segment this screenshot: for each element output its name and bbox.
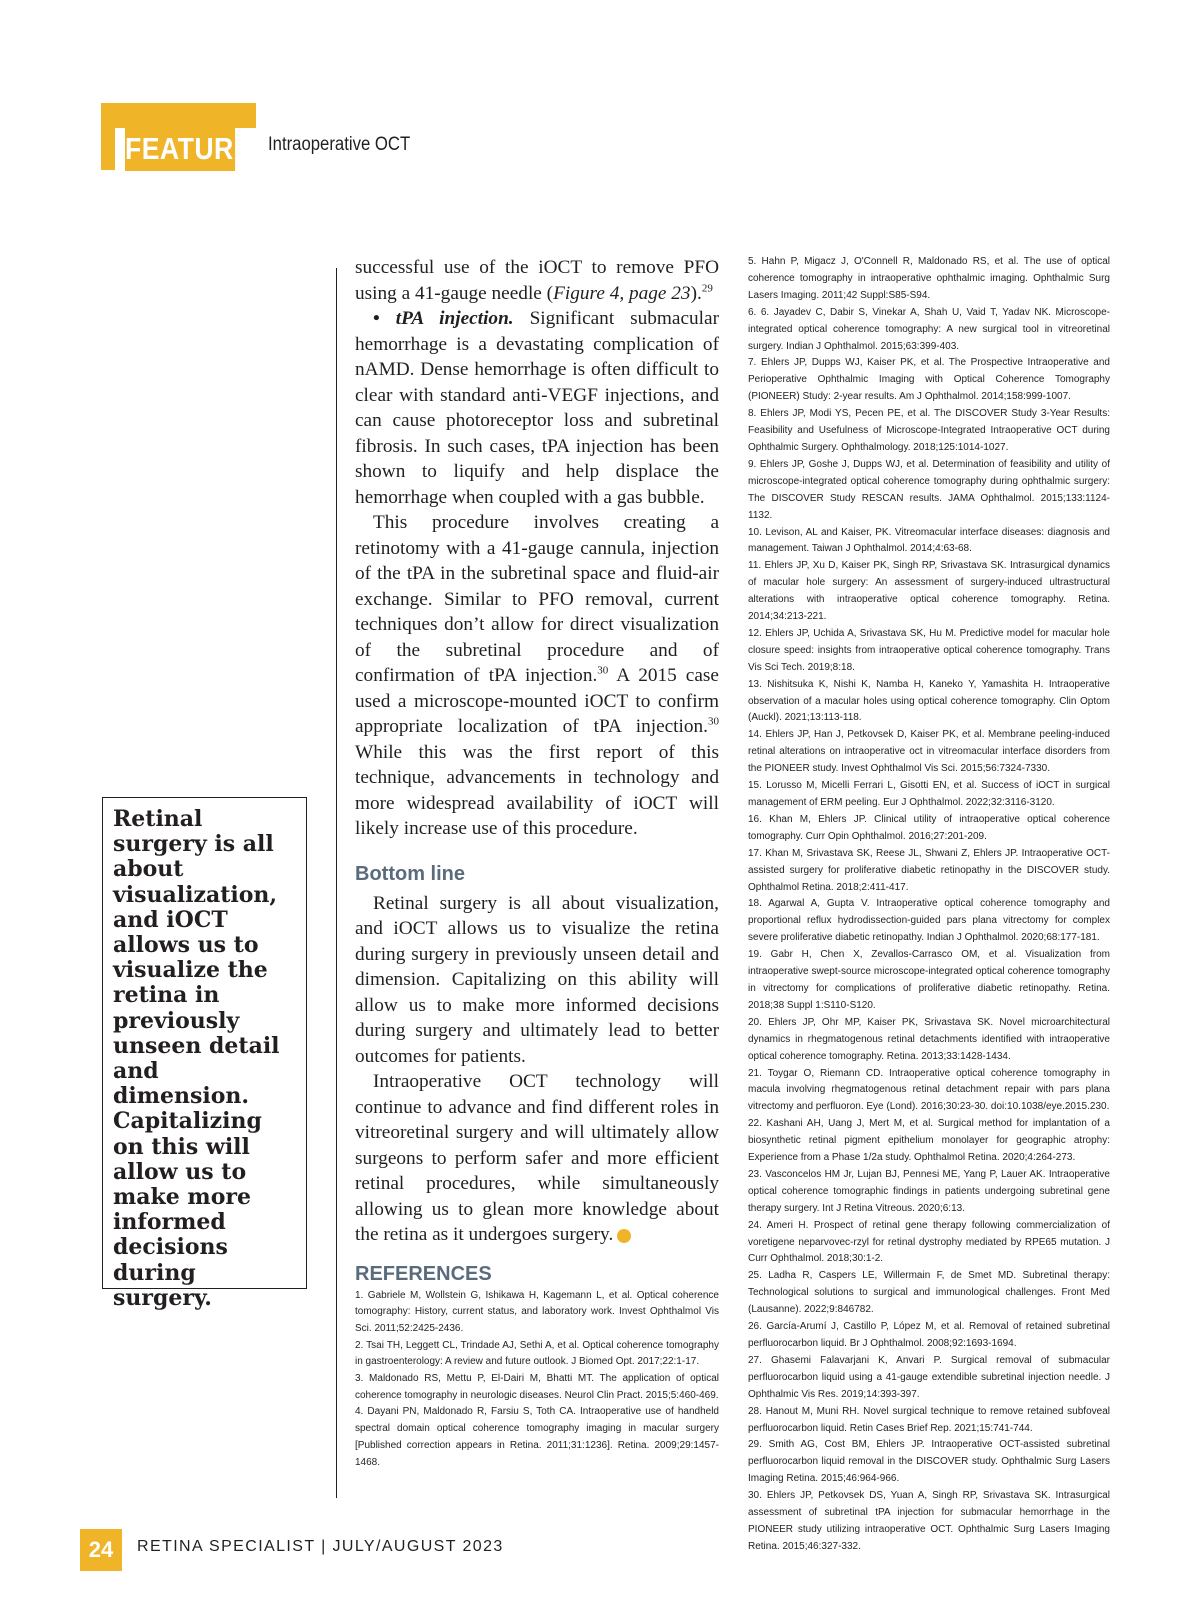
reference-item: 20. Ehlers JP, Ohr MP, Kaiser PK, Srivastava SK. Novel microarchitectural dynamics in rhegmatogenous retinal detachments identified with intraoperative optical coherence tomography. Retina. 2013;33:1428-1434. bbox=[748, 1016, 1110, 1062]
reference-item: 28. Hanout M, Muni RH. Novel surgical technique to remove retained subfoveal perfluorocarbon liquid. Retin Cases Brief Rep. 2021;15:741-744. bbox=[748, 1405, 1110, 1434]
section-title: Intraoperative OCT bbox=[268, 134, 411, 155]
publication-footer: RETINA SPECIALIST | JULY/AUGUST 2023 bbox=[137, 1538, 504, 1555]
reference-item: 6. 6. Jayadev C, Dabir S, Vinekar A, Shah U, Vaid T, Yadav NK. Microscope-integrated optical coherence tomography: A new surgical tool in vitreoretinal surgery. Indian J Ophthalmol. 2015;63:399-403. bbox=[748, 306, 1110, 352]
reference-item: 15. Lorusso M, Micelli Ferrari L, Gisotti EN, et al. Success of iOCT in surgical management of ERM peeling. Eur J Ophthalmol. 2022;32:3116-3120. bbox=[748, 780, 1110, 808]
reference-item: 9. Ehlers JP, Goshe J, Dupps WJ, et al. Determination of feasibility and utility of microscope-integrated optical coherence tomography during ophthalmic surgery: The DISCOVER Study RESCAN results. JAMA Ophthalmol. 2015;133:1124-1132. bbox=[748, 458, 1110, 521]
reference-item: 27. Ghasemi Falavarjani K, Anvari P. Surgical removal of submacular perfluorocarbon liquid using a 41-gauge extendible subretinal injection needle. J Ophthalmic Vis Res. 2019;14:393-397. bbox=[748, 1354, 1110, 1400]
paragraph: successful use of the iOCT to remove PFO using a 41-gauge needle (Figure 4, page 23).$^{29}$ bbox=[355, 257, 719, 304]
reference-item: 17. Khan M, Srivastava SK, Reese JL, Shwani Z, Ehlers JP. Intraoperative OCT-assisted surgery for proliferative diabetic retinopathy in the DISCOVER study. Ophthalmol Retina. 2018;2:411-417. bbox=[748, 847, 1110, 893]
column-divider bbox=[336, 268, 337, 1498]
references-heading: REFERENCES bbox=[355, 1262, 492, 1285]
paragraph: • tPA injection. Significant submacular hemorrhage is a devastating complication of nAMD. Dense hemorrhage is often difficult to clear with standard anti-VEGF injections, and can cause photoreceptor loss and subretinal fibrosis. In such cases, tPA injection has been shown to liquify and help displace the hemorrhage when coupled with a gas bubble. bbox=[355, 308, 719, 508]
pull-quote: Retinal surgery is all about visualization, and iOCT allows us to visualize the retina in previously unseen detail and dimension. Capitalizing on this will allow us to make more informed decisions during surgery. bbox=[102, 797, 307, 1289]
reference-list bbox=[355, 1288, 719, 1472]
subheading: Bottom line bbox=[355, 862, 465, 885]
reference-item: 19. Gabr H, Chen X, Zevallos-Carrasco OM, et al. Visualization from intraoperative swept-source microscope-integrated optical coherence tomography in vitrectomy for complications of proliferative diabetic retinopathy. Retina. 2018;38 Suppl 1:S110-S120. bbox=[748, 949, 1110, 1011]
bullet: • bbox=[373, 308, 380, 329]
bullet-lead: tPA injection. bbox=[395, 308, 514, 329]
end-of-article-icon bbox=[617, 1229, 631, 1243]
reference-item: 24. Ameri H. Prospect of retinal gene therapy following commercialization of voretigene neparvovec-rzyl for retinal dystrophy mediated by RPE65 mutation. J Curr Ophthalmol. 2018;30:1-2. bbox=[748, 1219, 1110, 1265]
paragraph: Intraoperative OCT technology will continue to advance and find different roles in vitreoretinal surgery and will ultimately allow surgeons to perform safer and more efficient retinal procedures, while simultaneously allowing us to glean more knowledge about the retina as it undergoes surgery. bbox=[355, 1071, 719, 1245]
reference-item: 21. Toygar O, Riemann CD. Intraoperative optical coherence tomography in macula involving rhegmatogenous retinal detachment repair with pars plana vitrectomy and perfluoron. Eye (Lond). 2016;30:23-30. doi:10.1038/eye.2015.230. bbox=[748, 1067, 1110, 1113]
reference-item: 7. Ehlers JP, Dupps WJ, Kaiser PK, et al. The Prospective Intraoperative and Perioperative Ophthalmic Imaging with Optical Coherence Tomography (PIONEER) Study: 2-year results. Am J Ophthalmol. 2014;158:999-1007. bbox=[748, 357, 1110, 403]
reference-item: 11. Ehlers JP, Xu D, Kaiser PK, Singh RP, Srivastava SK. Intrasurgical dynamics of macular hole surgery: An assessment of surgery-induced ultrastructural alterations with intraoperative optical coherence tomography. Retina. 2014;34:213-221. bbox=[748, 560, 1110, 623]
figure-reference[interactable]: Figure 4, page 23 bbox=[553, 282, 691, 304]
paragraph: Retinal surgery is all about visualization, and iOCT allows us to visualize the retina during surgery in previously unseen detail and dimension. Capitalizing on this ability will allow us to make more informed decisions during surgery and ultimately lead to better outcomes for patients. bbox=[355, 892, 719, 1067]
citation: 30 bbox=[708, 715, 719, 728]
reference-item: 29. Smith AG, Cost BM, Ehlers JP. Intraoperative OCT-assisted subretinal perfluorocarbon liquid removal in the DISCOVER study. Ophthalmic Surg Lasers Imaging Retina. 2015;46:964-966. bbox=[748, 1439, 1110, 1485]
reference-item: 10. Levison, AL and Kaiser, PK. Vitreomacular interface diseases: diagnosis and management. Taiwan J Ophthalmol. 2014;4:63-68. bbox=[748, 526, 1110, 555]
feature-tag: FEATURE bbox=[125, 126, 235, 171]
article-body bbox=[355, 255, 719, 1471]
page-number: 24 bbox=[80, 1529, 122, 1571]
reference-item: 3. Maldonado RS, Mettu P, El-Dairi M, Bhatti MT. The application of optical coherence tomography in neurologic diseases. Neurol Clin Pract. 2015;5:460-469. bbox=[355, 1373, 719, 1401]
reference-item: 13. Nishitsuka K, Nishi K, Namba H, Kaneko Y, Yamashita H. Intraoperative observation of a macular holes using optical coherence tomography. Clin Optom (Auckl). 2021;13:113-118. bbox=[748, 678, 1110, 724]
reference-item: 16. Khan M, Ehlers JP. Clinical utility of intraoperative optical coherence tomography. Curr Opin Ophthalmol. 2016;27:201-209. bbox=[748, 813, 1110, 842]
reference-item: 12. Ehlers JP, Uchida A, Srivastava SK, Hu M. Predictive model for macular hole closure speed: insights from intraoperative optical coherence tomography. Trans Vis Sci Tech. 2019;8:18. bbox=[748, 627, 1110, 673]
reference-item: 14. Ehlers JP, Han J, Petkovsek D, Kaiser PK, et al. Membrane peeling-induced retinal alterations on intraoperative oct in vitreomacular interface disorders from the PIONEER study. Invest Ophthalmol Vis Sci. 2015;56:7324-7330. bbox=[748, 729, 1110, 775]
reference-item: 30. Ehlers JP, Petkovsek DS, Yuan A, Singh RP, Srivastava SK. Intrasurgical assessment of subretinal tPA injection for submacular hemorrhage in the PIONEER study utilizing intraoperative OCT. Ophthalmic Surg Lasers Imaging Retina. 2015;46:327-332. bbox=[748, 1490, 1110, 1552]
reference-item: 1. Gabriele M, Wollstein G, Ishikawa H, Kagemann L, et al. Optical coherence tomography: History, current status, and laboratory work. Invest Ophthalmol Vis Sci. 2011;52:2425-2436. bbox=[355, 1289, 719, 1334]
citation: 30 bbox=[597, 664, 609, 677]
reference-item: 23. Vasconcelos HM Jr, Lujan BJ, Pennesi ME, Yang P, Lauer AK. Intraoperative optical coherence tomographic findings in patients undergoing subretinal gene therapy surgery. Int J Retina Vitreous. 2020;6:13. bbox=[748, 1168, 1110, 1214]
reference-item: 18. Agarwal A, Gupta V. Intraoperative optical coherence tomography and proportional reflux hydrodissection-guided pars plana vitrectomy for complex severe proliferative diabetic retinopathy. Indian J Ophthalmol. 2020;68:177-181. bbox=[748, 898, 1110, 944]
reference-item: 25. Ladha R, Caspers LE, Willermain F, de Smet MD. Subretinal therapy: Technological solutions to surgical and immunological challenges. Front Med (Lausanne). 2022;9:846782. bbox=[748, 1270, 1110, 1316]
reference-item: 8. Ehlers JP, Modi YS, Pecen PE, et al. The DISCOVER Study 3-Year Results: Feasibility and Usefulness of Microscope-Integrated Intraoperative OCT during Ophthalmic Surgery. Ophthalmology. 2018;125:1014-1027. bbox=[748, 408, 1110, 453]
reference-item: 26. García-Arumí J, Castillo P, López M, et al. Removal of retained subretinal perfluorocarbon liquid. Br J Ophthalmol. 2008;92:1693-1694. bbox=[748, 1321, 1110, 1349]
reference-list-continued bbox=[748, 254, 1110, 1556]
reference-item: 22. Kashani AH, Uang J, Mert M, et al. Surgical method for implantation of a biosynthetic retinal pigment epithelium monolayer for geographic atrophy: Experience from a Phase 1/2a study. Ophthalmol Retina. 2020;4:264-273. bbox=[748, 1118, 1110, 1164]
reference-item: 5. Hahn P, Migacz J, O'Connell R, Maldonado RS, et al. The use of optical coherence tomography in intraoperative ophthalmic imaging. Ophthalmic Surg Lasers Imaging. 2011;42 Suppl:S85-S94. bbox=[748, 256, 1110, 301]
reference-item: 2. Tsai TH, Leggett CL, Trindade AJ, Sethi A, et al. Optical coherence tomography in gastroenterology: A review and future outlook. J Biomed Opt. 2017;22:1-17. bbox=[355, 1339, 719, 1368]
reference-item: 4. Dayani PN, Maldonado R, Farsiu S, Toth CA. Intraoperative use of handheld spectral domain optical coherence tomography imaging in macular surgery [Published correction appears in Retina. 2011;31:1236]. Retina. 2009;29:1457-1468. bbox=[355, 1406, 719, 1468]
citation: 29 bbox=[701, 282, 713, 295]
paragraph: This procedure involves creating a retinotomy with a 41-gauge cannula, injection of the tPA in the subretinal space and fluid-air exchange. Similar to PFO removal, current techniques don’t allow for direct visualization of the subretinal procedure and of confirmation of tPA injection.$^{30}$ A 2015 case used a microscope-mounted iOCT to confirm appropriate localization of tPA injection.$^{30}$ While this was the first report of this technique, advancements in technology and more widespread availability of iOCT will likely increase use of this procedure. bbox=[355, 512, 719, 839]
